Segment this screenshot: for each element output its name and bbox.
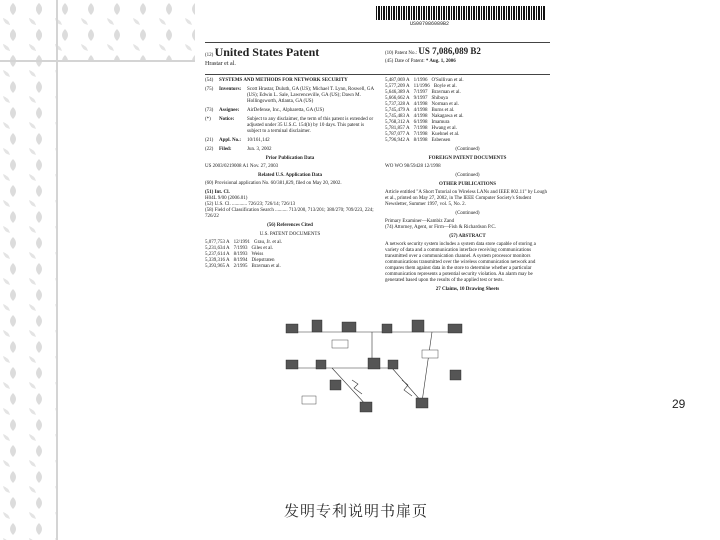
continued-label: (Continued) [455, 147, 480, 152]
attorney: (74) Attorney, Agent, or Firm—Fish & Richardson P.C. [385, 225, 496, 230]
reference-cell: 5,737,328 A [385, 102, 410, 107]
reference-cell: 5,666,662 A [385, 96, 410, 101]
reference-cell: Boyle et al. [433, 84, 457, 89]
reference-cell: 7/1998 [413, 126, 428, 131]
barcode [376, 6, 546, 20]
reference-cell: Bravman et al. [251, 264, 281, 269]
reference-cell: 12/1991 [233, 240, 250, 245]
reference-cell: Grau, Jr. et al. [253, 240, 283, 245]
reference-cell: Imamura [431, 120, 450, 125]
field-num: (*) [205, 117, 211, 122]
reference-cell: Kuehnel et al. [431, 132, 460, 137]
field-num: (21) [205, 138, 214, 143]
network-diagram-figure [272, 310, 480, 420]
reference-cell: 5,646,389 A [385, 90, 410, 95]
references-left [205, 240, 375, 270]
refs-title: (56) References Cited [267, 223, 313, 228]
us-cl: (52) U.S. Cl. ............ 726/23; 726/14; 726/13 [205, 202, 296, 207]
assignee: AirDefense, Inc., Alpharetta, GA (US) [247, 108, 324, 113]
reference-cell: Norman et al. [431, 102, 459, 107]
reference-cell: 5,745,483 A [385, 114, 410, 119]
reference-cell: 5,577,209 A [385, 84, 410, 89]
divider [205, 42, 550, 43]
inventor-short: Hrastar et al. [205, 61, 236, 67]
reference-cell: 5,237,614 A [205, 252, 230, 257]
abstract-text: A network security system includes a system data store capable of storing a variety of data and a communication interface receiving communications transmitted over a communication channel. A system processor monitors communications transmitted over the wireless communication network and compares them against data in the store to determine whether a particular communication represents a potential security violation. An alarm may be generated based upon the results of the applied test or tests. [385, 242, 536, 283]
reference-cell: 4/1998 [413, 108, 428, 113]
field-label: Appl. No.: [219, 138, 242, 143]
related-title: Related U.S. Application Data [257, 173, 323, 178]
left-column [205, 78, 375, 270]
reference-cell: 2/1995 [233, 264, 248, 269]
reference-cell: 5,339,316 A [205, 258, 230, 263]
field-appl-no [205, 138, 375, 144]
field-label: Inventors: [219, 87, 242, 92]
reference-cell: 1/1996 [413, 78, 428, 83]
patent-header-left [205, 46, 375, 67]
intcl-title: (51) Int. Cl. [205, 190, 230, 195]
field-notice [205, 117, 375, 135]
filing-date: Jun. 3, 2002 [247, 147, 272, 152]
reference-cell: 5,077,753 A [205, 240, 230, 245]
reference-cell: Diepstraten [251, 258, 275, 263]
reference-cell: 7/1998 [413, 132, 428, 137]
continued-label: (Continued) [455, 211, 480, 216]
field-num: (22) [205, 147, 214, 152]
reference-cell: Bravman et al. [431, 90, 461, 95]
intcl: H04L 9/00 (2006.01) [205, 196, 248, 201]
reference-cell: 5,768,312 A [385, 120, 410, 125]
reference-cell: 9/1997 [413, 96, 428, 101]
field-assignee [205, 108, 375, 114]
patent-cover-page [200, 6, 552, 506]
other-pubs: Article entitled "A Short Tutorial on Wireless LANs and IEEE 802.11" by Lough et al., printed on May 27, 2002, in The IEEE Computer Society's Student Newsletter, Summer 1997, vol. 5, No. 2. [385, 190, 548, 207]
date-label: Date of Patent: [394, 59, 425, 64]
field-num: (75) [205, 87, 214, 92]
field-code: (10) [385, 51, 394, 56]
prior-pub: US 2003/0219008 A1 Nov. 27, 2003 [205, 164, 279, 169]
reference-cell: 4/1998 [413, 102, 428, 107]
patent-header-right [385, 46, 550, 65]
reference-cell: Esbensen [431, 138, 451, 143]
patent-date: * Aug. 1, 2006 [425, 59, 456, 64]
reference-row [385, 138, 550, 144]
reference-cell: O'Sullivan et al. [431, 78, 464, 83]
reference-cell: 5,487,069 A [385, 78, 410, 83]
reference-cell: 11/1996 [413, 84, 430, 89]
continued-label: (Continued) [455, 173, 480, 178]
field-label: Assignee: [219, 108, 240, 113]
reference-cell: 8/1993 [233, 252, 248, 257]
field-label: Notice: [219, 117, 235, 122]
right-column [385, 78, 550, 295]
reference-cell: 8/1998 [413, 138, 428, 143]
reference-cell: 7/1997 [413, 90, 428, 95]
claims-line: 27 Claims, 10 Drawing Sheets [435, 287, 500, 292]
foreign-doc: WO WO 98/59428 12/1998 [385, 164, 441, 169]
application-number: 10/161,142 [247, 138, 270, 143]
field-code: (12) [205, 53, 214, 58]
patent-number: US 7,086,089 B2 [418, 46, 481, 56]
reference-cell: Giles et al. [251, 246, 274, 251]
barcode-number: US007086089B2 [410, 21, 450, 27]
field-code: (45) [385, 59, 394, 64]
field-num: (54) [205, 78, 214, 83]
abstract-title: (57) ABSTRACT [449, 234, 486, 239]
reference-cell: 5,393,965 A [205, 264, 230, 269]
field-search: (58) Field of Classification Search .......... 713/200, 713/201; 380/270; 709/223, 224; 726/22 [205, 208, 374, 219]
reference-cell: Shibuya [431, 96, 448, 101]
inventors: Scott Hrastar, Duluth, GA (US); Michael T. Lynn, Roswell, GA (US); Edwin L. Sale, Lawrenceville, GA (US); Dawn M. Hollingsworth, Atlanta, GA (US) [247, 87, 374, 104]
reference-cell: Burns et al. [431, 108, 455, 113]
us-docs-title: U.S. PATENT DOCUMENTS [259, 232, 321, 237]
reference-cell: 4/1998 [413, 114, 428, 119]
prior-pub-title: Prior Publication Data [265, 156, 315, 161]
reference-cell: 8/1994 [233, 258, 248, 263]
reference-cell: 5,781,857 A [385, 126, 410, 131]
invention-title: SYSTEMS AND METHODS FOR NETWORK SECURITY [219, 78, 348, 83]
reference-cell: 5,796,942 A [385, 138, 410, 143]
reference-cell: Hwang et al. [431, 126, 457, 131]
slide-caption: 发明专利说明书扉页 [284, 502, 429, 520]
reference-row [205, 264, 375, 270]
reference-cell: 7/1993 [233, 246, 248, 251]
divider [205, 74, 550, 75]
reference-cell: 5,787,077 A [385, 132, 410, 137]
reference-cell: 5,231,634 A [205, 246, 230, 251]
reference-cell: Weiss [251, 252, 264, 257]
field-label: Filed: [219, 147, 232, 152]
patent-no-label: Patent No.: [394, 51, 418, 56]
patent-title: United States Patent [214, 45, 320, 59]
page-number: 29 [672, 397, 686, 411]
other-pubs-title: OTHER PUBLICATIONS [438, 182, 496, 187]
reference-cell: Nakagawa et al. [431, 114, 464, 119]
field-filed [205, 147, 375, 153]
examiner: Primary Examiner—Kambiz Zand [385, 219, 455, 224]
field-inventors [205, 87, 375, 105]
field-num: (73) [205, 108, 214, 113]
references-right [385, 78, 550, 144]
reference-cell: 6/1998 [413, 120, 428, 125]
field-title [205, 78, 375, 84]
reference-cell: 5,745,479 A [385, 108, 410, 113]
related-data: (60) Provisional application No. 60/381,829, filed on May 20, 2002. [205, 181, 342, 186]
foreign-title: FOREIGN PATENT DOCUMENTS [428, 156, 507, 161]
notice: Subject to any disclaimer, the term of this patent is extended or adjusted under 35 U.S.C. 154(b) by 10 days. This patent is subject to a terminal disclaimer. [247, 117, 374, 134]
